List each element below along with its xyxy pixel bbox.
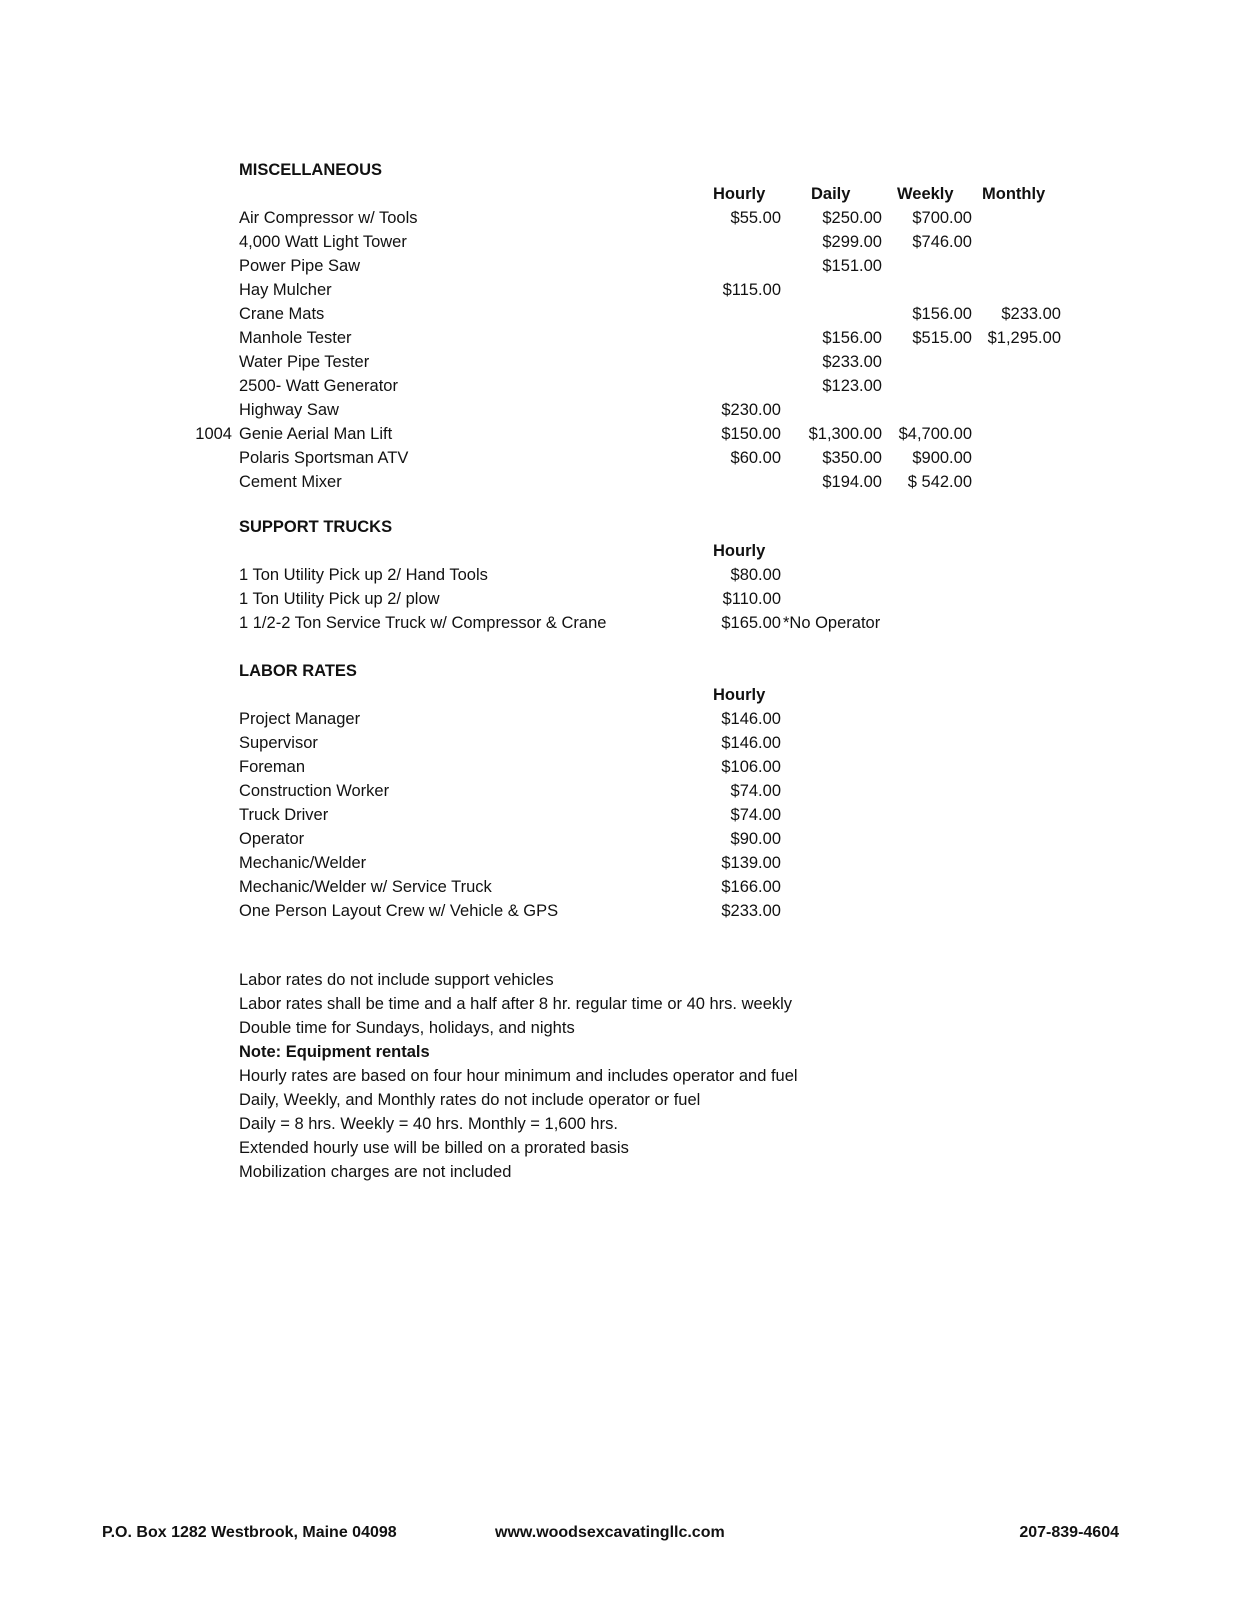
note-line: Labor rates shall be time and a half after 8 hr. regular time or 40 hrs. weekly — [239, 995, 793, 1013]
labor-section-title: LABOR RATES — [239, 662, 357, 680]
misc-weekly-rate: $746.00 — [912, 233, 972, 251]
support-section-title: SUPPORT TRUCKS — [239, 518, 393, 536]
note-line: Labor rates do not include support vehicles — [239, 971, 554, 989]
support-hourly-rate: $110.00 — [722, 590, 781, 608]
misc-item-name: 4,000 Watt Light Tower — [239, 233, 407, 251]
labor-role-name: One Person Layout Crew w/ Vehicle & GPS — [239, 902, 559, 920]
misc-weekly-rate: $900.00 — [912, 449, 972, 467]
misc-item-name: Highway Saw — [239, 401, 339, 419]
note-line: Daily = 8 hrs. Weekly = 40 hrs. Monthly = 1,600 hrs. — [239, 1115, 618, 1133]
note-line: Double time for Sundays, holidays, and nights — [239, 1019, 575, 1037]
support-item-name: 1 Ton Utility Pick up 2/ plow — [239, 590, 440, 608]
misc-section-title: MISCELLANEOUS — [239, 161, 383, 179]
labor-role-name: Mechanic/Welder w/ Service Truck — [239, 878, 492, 896]
misc-daily-rate: $151.00 — [822, 257, 882, 275]
misc-item-name: 2500- Watt Generator — [239, 377, 398, 395]
footer-phone: 207-839-4604 — [1019, 1524, 1119, 1541]
note-line: Daily, Weekly, and Monthly rates do not include operator or fuel — [239, 1091, 701, 1109]
misc-header-weekly: Weekly — [897, 185, 954, 203]
misc-daily-rate: $233.00 — [822, 353, 882, 371]
labor-hourly-rate: $233.00 — [721, 902, 781, 920]
misc-hourly-rate: $230.00 — [721, 401, 781, 419]
support-hourly-rate: $80.00 — [730, 566, 781, 584]
support-note: *No Operator — [783, 614, 881, 632]
misc-weekly-rate: $156.00 — [912, 305, 972, 323]
misc-weekly-rate: $4,700.00 — [898, 425, 972, 443]
labor-hourly-rate: $74.00 — [730, 782, 781, 800]
labor-role-name: Supervisor — [239, 734, 318, 752]
support-item-name: 1 1/2-2 Ton Service Truck w/ Compressor & Crane — [239, 614, 607, 632]
misc-hourly-rate: $115.00 — [722, 281, 781, 299]
misc-item-name: Water Pipe Tester — [239, 353, 370, 371]
note-line: Note: Equipment rentals — [239, 1043, 430, 1061]
misc-daily-rate: $250.00 — [822, 209, 882, 227]
support-header-hourly: Hourly — [713, 542, 766, 560]
misc-weekly-rate: $700.00 — [912, 209, 972, 227]
misc-item-name: Polaris Sportsman ATV — [239, 449, 409, 467]
misc-item-name: Power Pipe Saw — [239, 257, 361, 275]
labor-hourly-rate: $74.00 — [730, 806, 781, 824]
misc-hourly-rate: $55.00 — [730, 209, 781, 227]
support-hourly-rate: $165.00 — [721, 614, 781, 632]
misc-daily-rate: $123.00 — [822, 377, 882, 395]
footer-address: P.O. Box 1282 Westbrook, Maine 04098 — [102, 1524, 397, 1541]
misc-item-name: Hay Mulcher — [239, 281, 332, 299]
misc-item-name: Crane Mats — [239, 305, 325, 323]
misc-header-hourly: Hourly — [713, 185, 766, 203]
note-line: Extended hourly use will be billed on a prorated basis — [239, 1139, 629, 1157]
labor-hourly-rate: $146.00 — [721, 734, 781, 752]
misc-item-name: Air Compressor w/ Tools — [239, 209, 418, 227]
labor-role-name: Truck Driver — [239, 806, 329, 824]
misc-header-daily: Daily — [811, 185, 851, 203]
misc-weekly-rate: $ 542.00 — [907, 473, 972, 491]
misc-hourly-rate: $150.00 — [721, 425, 781, 443]
misc-daily-rate: $299.00 — [822, 233, 882, 251]
labor-hourly-rate: $106.00 — [721, 758, 781, 776]
labor-role-name: Construction Worker — [239, 782, 390, 800]
misc-daily-rate: $194.00 — [822, 473, 882, 491]
note-line: Hourly rates are based on four hour minimum and includes operator and fuel — [239, 1067, 798, 1085]
misc-hourly-rate: $60.00 — [730, 449, 781, 467]
note-line: Mobilization charges are not included — [239, 1163, 512, 1181]
misc-daily-rate: $156.00 — [822, 329, 882, 347]
misc-daily-rate: $1,300.00 — [808, 425, 882, 443]
labor-role-name: Project Manager — [239, 710, 361, 728]
support-item-name: 1 Ton Utility Pick up 2/ Hand Tools — [239, 566, 488, 584]
labor-hourly-rate: $166.00 — [721, 878, 781, 896]
labor-role-name: Mechanic/Welder — [239, 854, 367, 872]
misc-monthly-rate: $233.00 — [1001, 305, 1061, 323]
misc-item-name: Genie Aerial Man Lift — [239, 425, 393, 443]
footer-website: www.woodsexcavatingllc.com — [495, 1524, 725, 1541]
labor-role-name: Foreman — [239, 758, 306, 776]
labor-header-hourly: Hourly — [713, 686, 766, 704]
misc-item-code: 1004 — [195, 425, 232, 443]
misc-monthly-rate: $1,295.00 — [987, 329, 1061, 347]
misc-header-monthly: Monthly — [982, 185, 1046, 203]
misc-item-name: Manhole Tester — [239, 329, 352, 347]
labor-role-name: Operator — [239, 830, 305, 848]
misc-daily-rate: $350.00 — [822, 449, 882, 467]
labor-hourly-rate: $139.00 — [721, 854, 781, 872]
misc-weekly-rate: $515.00 — [912, 329, 972, 347]
labor-hourly-rate: $90.00 — [730, 830, 781, 848]
misc-item-name: Cement Mixer — [239, 473, 342, 491]
labor-hourly-rate: $146.00 — [721, 710, 781, 728]
